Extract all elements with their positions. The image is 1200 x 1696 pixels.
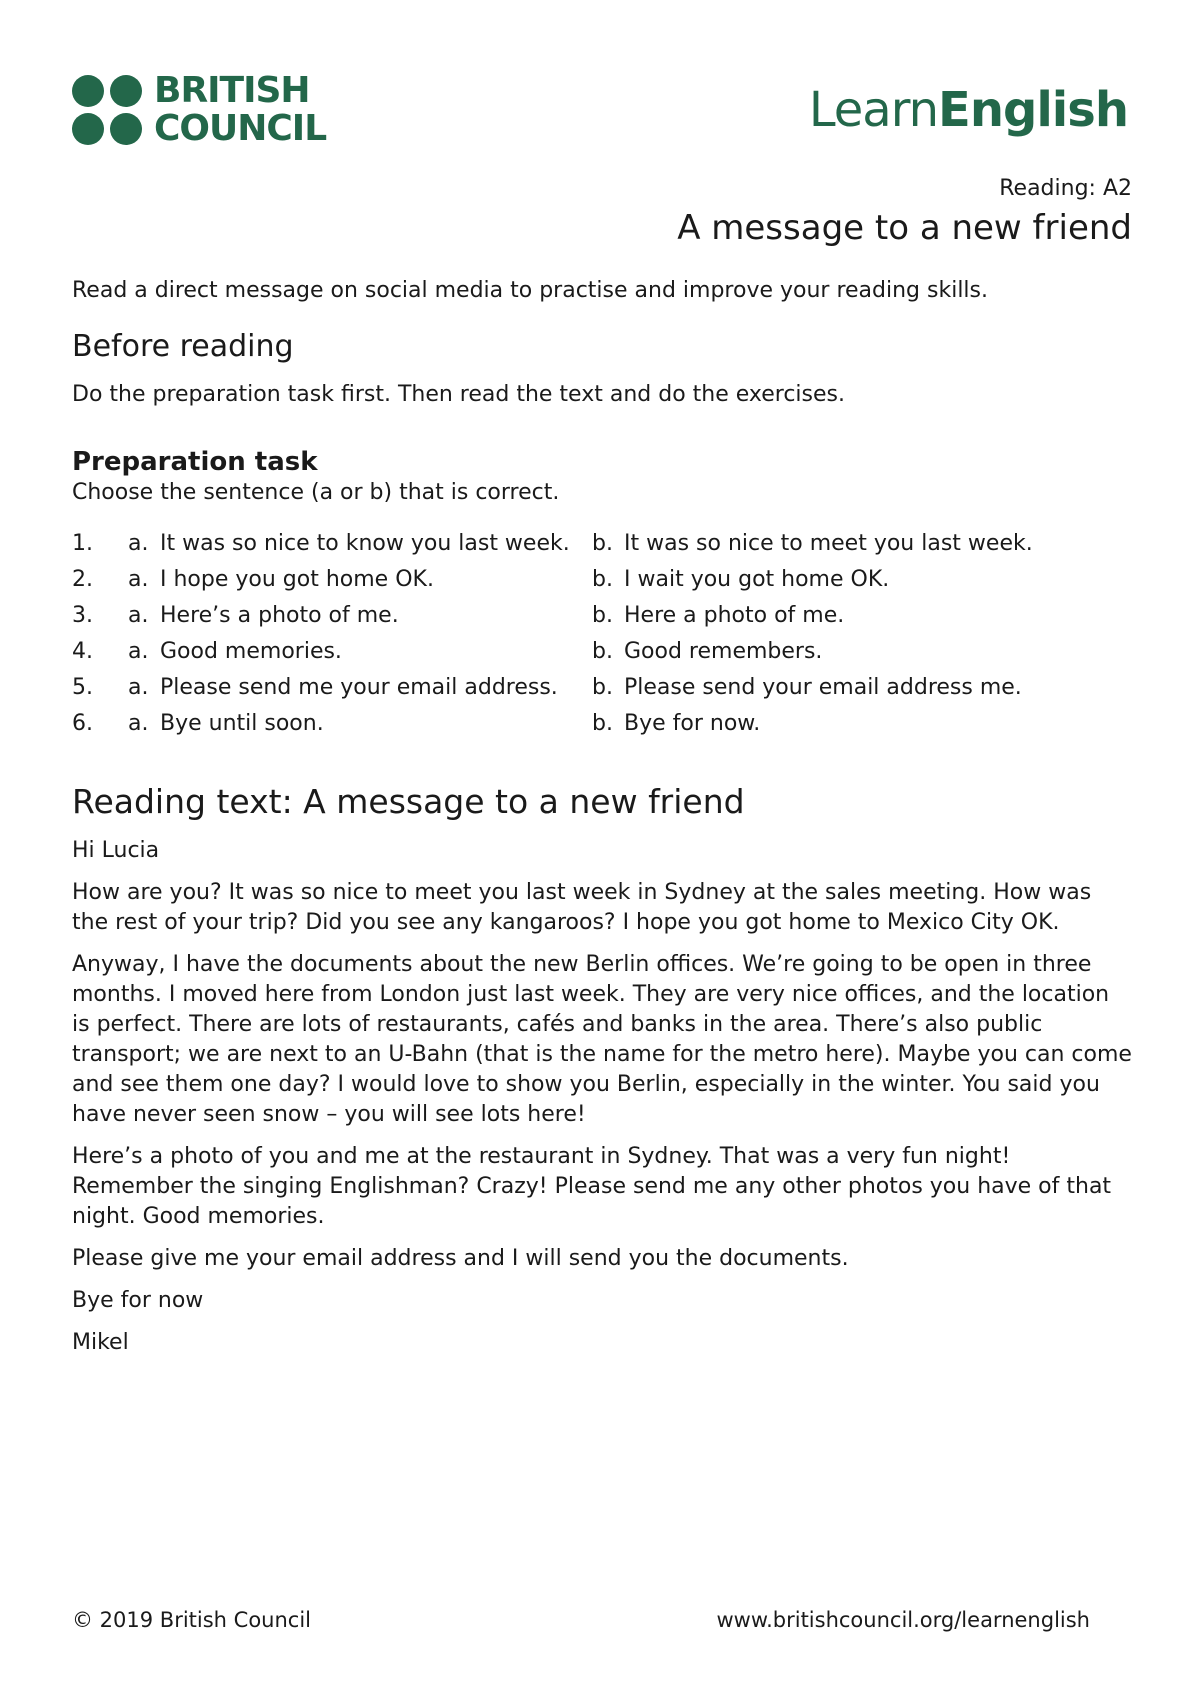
option-b-text: I wait you got home OK. xyxy=(624,567,890,592)
british-council-wordmark xyxy=(154,72,326,148)
logo-dot xyxy=(72,75,104,107)
page-footer xyxy=(72,1608,1090,1632)
main-content xyxy=(72,276,1132,1370)
option-a-letter: a. xyxy=(128,567,149,592)
option-a-text: Bye until soon. xyxy=(160,711,324,736)
page-title: A message to a new friend xyxy=(677,208,1132,248)
option-a-text: Please send me your email address. xyxy=(160,675,558,700)
option-a-text: It was so nice to know you last week. xyxy=(160,531,570,556)
learnenglish-logo xyxy=(809,82,1128,138)
option-b-letter: b. xyxy=(592,675,613,700)
logo-dot xyxy=(110,113,142,145)
logo-word-british: BRITISH xyxy=(154,70,310,111)
logo-word-learn: Learn xyxy=(808,82,939,138)
list-item xyxy=(72,526,1132,562)
option-b-text: Please send your email address me. xyxy=(624,675,1022,700)
british-council-dots-icon xyxy=(72,75,142,145)
option-a-letter: a. xyxy=(128,531,149,556)
option-b-letter: b. xyxy=(592,711,613,736)
message-paragraph: Please give me your email address and I will send you the documents. xyxy=(72,1246,849,1271)
option-a-text: Good memories. xyxy=(160,639,342,664)
logo-dot xyxy=(110,75,142,107)
message-greeting: Hi Lucia xyxy=(72,838,160,863)
before-reading-text: Do the preparation task first. Then read the text and do the exercises. xyxy=(72,382,845,407)
option-b-text: It was so nice to meet you last week. xyxy=(624,531,1033,556)
item-number: 2. xyxy=(72,567,93,592)
footer-url-link[interactable]: www.britishcouncil.org/learnenglish xyxy=(716,1608,1090,1632)
list-item xyxy=(72,634,1132,670)
before-reading-heading: Before reading xyxy=(72,329,294,364)
item-number: 6. xyxy=(72,711,93,736)
list-item xyxy=(72,562,1132,598)
option-b-letter: b. xyxy=(592,639,613,664)
option-a-text: Here’s a photo of me. xyxy=(160,603,399,628)
option-a-letter: a. xyxy=(128,711,149,736)
option-b-letter: b. xyxy=(592,531,613,556)
message-paragraph: How are you? It was so nice to meet you last week in Sydney at the sales meeting. How was the rest of your trip? Did you see any kangaroos? I hope you got home to Mexico City OK. xyxy=(72,880,1092,935)
preparation-task-list xyxy=(72,526,1132,742)
level-label: Reading: A2 xyxy=(999,176,1132,201)
reading-text-heading: Reading text: A message to a new friend xyxy=(72,782,745,821)
list-item xyxy=(72,598,1132,634)
option-a-text: I hope you got home OK. xyxy=(160,567,434,592)
message-paragraph: Anyway, I have the documents about the new Berlin offices. We’re going to be open in three months. I moved here from London just last week. They are very nice offices, and the location is perfect. There are lots of restaurants, cafés and banks in the area. There’s also public transport; we are next to an U-Bahn (that is the name for the metro here). Maybe you can come and see them one day? I would love to show you Berlin, especially in the winter. You said you have never seen snow – you will see lots here! xyxy=(72,952,1132,1127)
item-number: 3. xyxy=(72,603,93,628)
list-item xyxy=(72,670,1132,706)
option-b-letter: b. xyxy=(592,603,613,628)
british-council-logo xyxy=(72,72,326,148)
logo-word-english: English xyxy=(938,82,1128,138)
preparation-task-instruction: Choose the sentence (a or b) that is correct. xyxy=(72,480,560,505)
message-paragraph: Here’s a photo of you and me at the restaurant in Sydney. That was a very fun night! Remember the singing Englishman? Crazy! Please send me any other photos you have of that night. Good memories. xyxy=(72,1144,1112,1229)
option-a-letter: a. xyxy=(128,639,149,664)
option-b-text: Here a photo of me. xyxy=(624,603,845,628)
message-signoff: Bye for now xyxy=(72,1288,204,1313)
option-a-letter: a. xyxy=(128,603,149,628)
logo-word-council: COUNCIL xyxy=(154,108,327,149)
preparation-task-heading: Preparation task xyxy=(72,447,318,477)
footer-copyright: © 2019 British Council xyxy=(72,1608,312,1632)
message-signature: Mikel xyxy=(72,1330,129,1355)
option-b-text: Bye for now. xyxy=(624,711,761,736)
logo-dot xyxy=(72,113,104,145)
item-number: 4. xyxy=(72,639,93,664)
option-a-letter: a. xyxy=(128,675,149,700)
option-b-letter: b. xyxy=(592,567,613,592)
list-item xyxy=(72,706,1132,742)
option-b-text: Good remembers. xyxy=(624,639,823,664)
intro-text: Read a direct message on social media to practise and improve your reading skills. xyxy=(72,278,988,303)
item-number: 5. xyxy=(72,675,93,700)
item-number: 1. xyxy=(72,531,93,556)
